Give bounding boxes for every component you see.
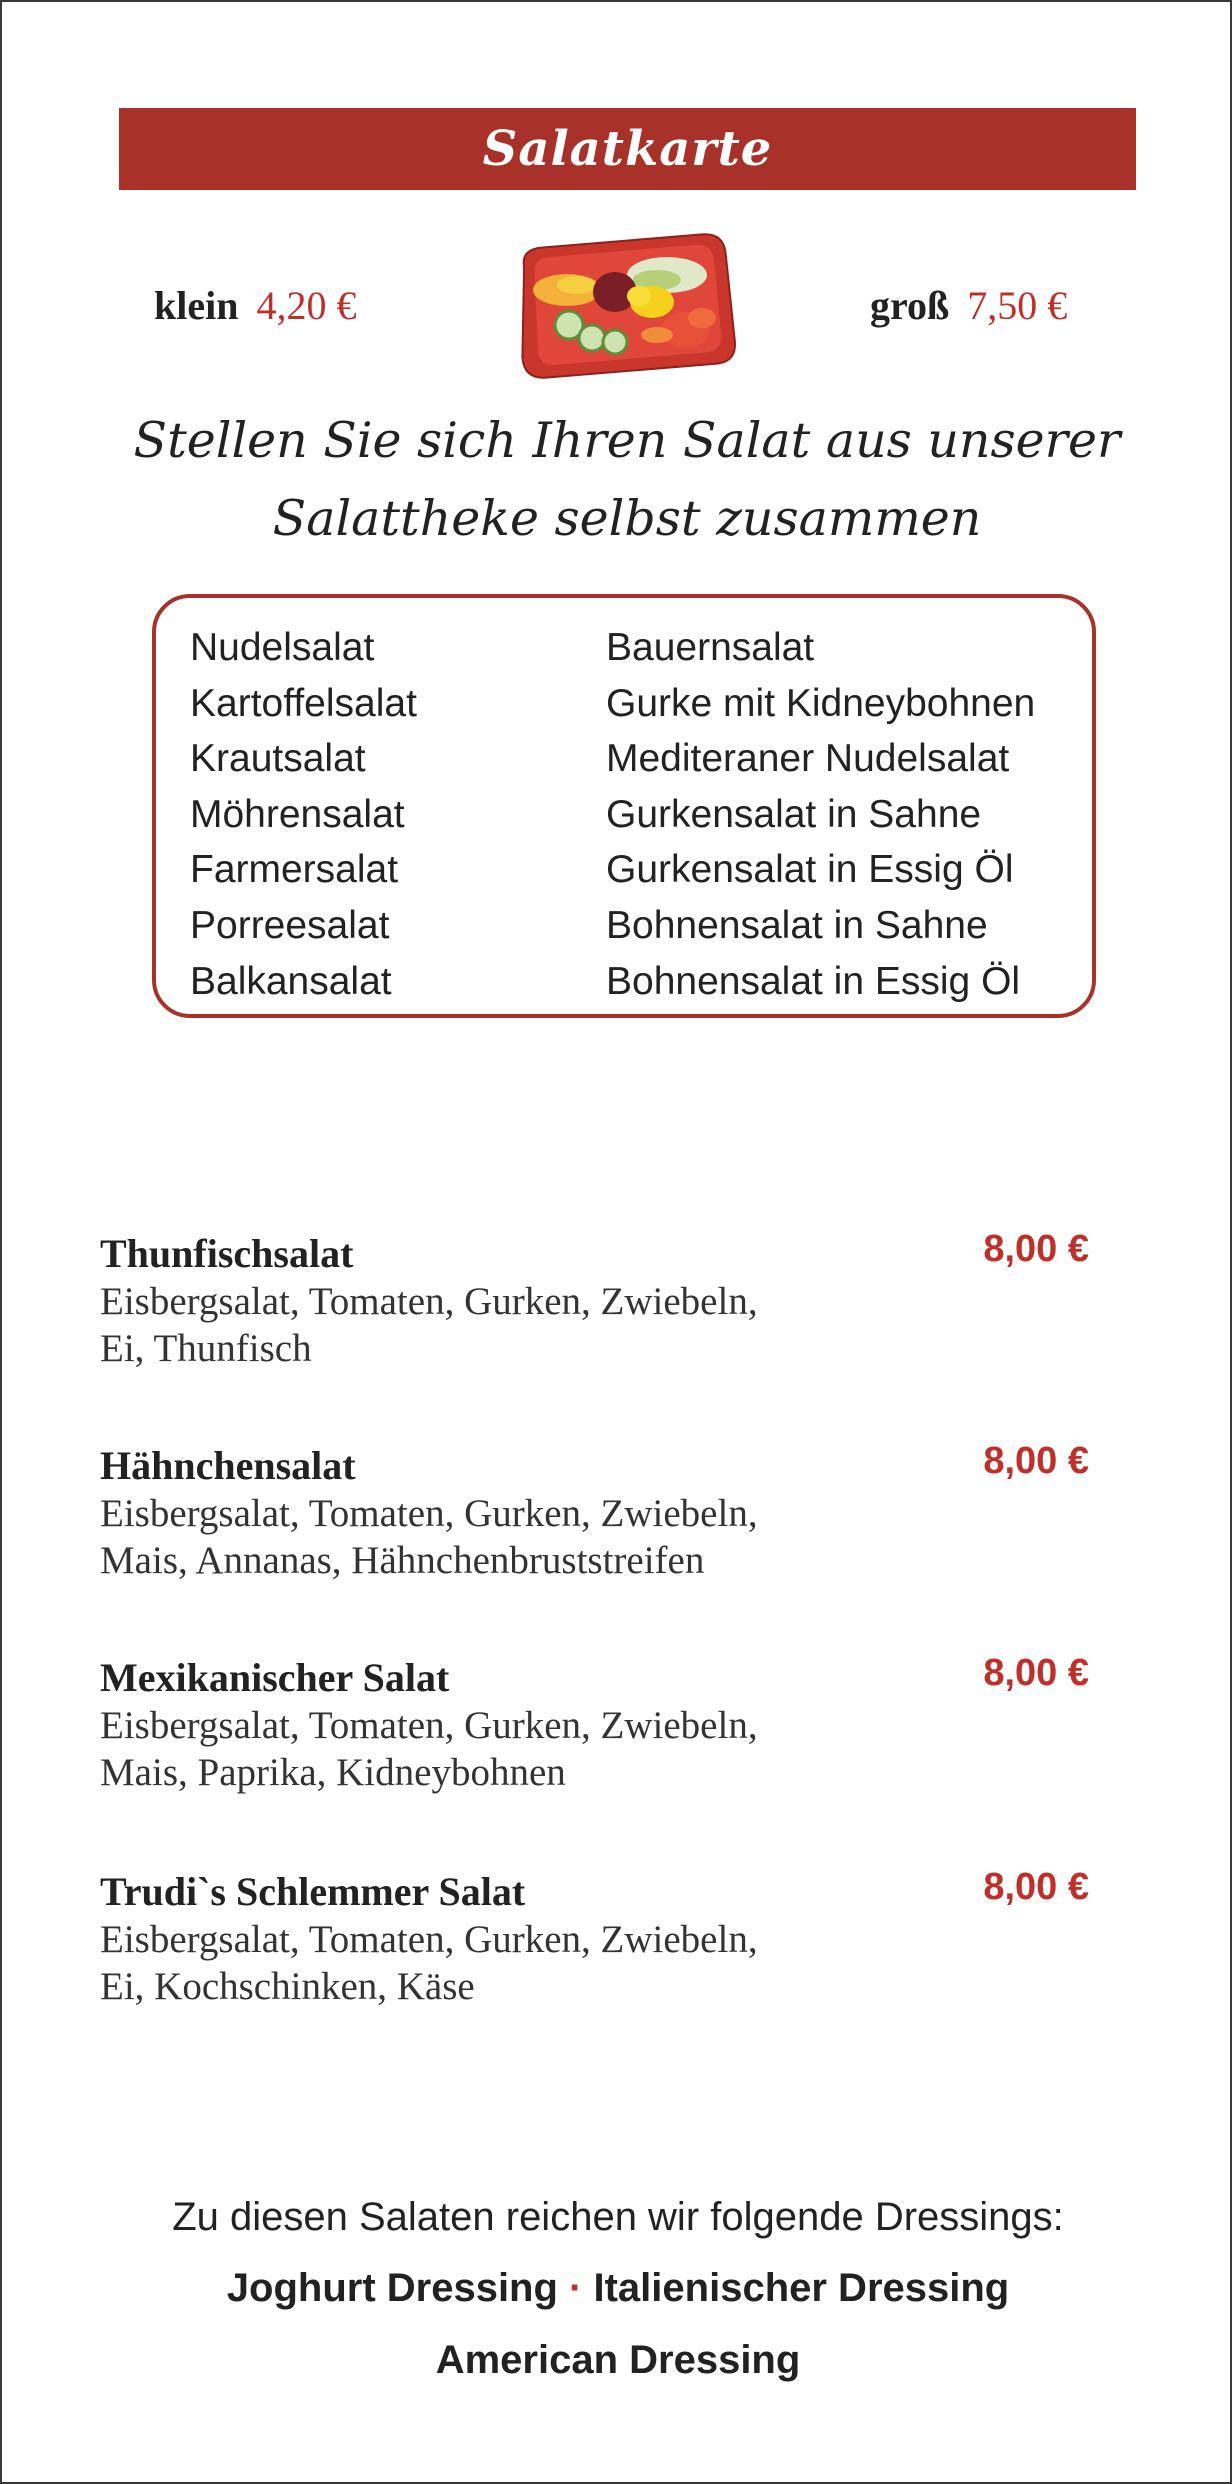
dish-description-line-1: Eisbergsalat, Tomaten, Gurken, Zwiebeln, <box>100 1918 758 1961</box>
dish-description-line-2: Ei, Kochschinken, Käse <box>100 1965 475 2008</box>
salad-bar-item: Mediteraner Nudelsalat <box>606 737 1010 781</box>
dish-price: 8,00 € <box>983 1228 1089 1270</box>
salad-bar-item: Kartoffelsalat <box>190 681 417 725</box>
dish-description-line-2: Ei, Thunfisch <box>100 1327 312 1370</box>
dish-mexikanischer-salat <box>100 1654 1090 1796</box>
small-size-label: klein <box>154 283 239 328</box>
dish-name: Hähnchensalat <box>100 1443 356 1488</box>
small-size-value: 4,20 € <box>256 283 357 328</box>
dressing-item: American Dressing <box>435 2338 801 2382</box>
dish-name: Mexikanischer Salat <box>100 1655 450 1700</box>
dish-description-line-2: Mais, Paprika, Kidneybohnen <box>100 1751 566 1794</box>
salad-bar-intro <box>92 402 1162 558</box>
salad-plate-image <box>507 230 742 380</box>
salad-bar-item: Bohnensalat in Sahne <box>606 903 988 947</box>
page-title: Salatkarte <box>482 121 773 177</box>
salad-bar-right-column <box>606 620 1035 1009</box>
dish-description-line-1: Eisbergsalat, Tomaten, Gurken, Zwiebeln, <box>100 1492 758 1535</box>
salad-bar-item: Farmersalat <box>190 848 399 892</box>
dish-description-line-1: Eisbergsalat, Tomaten, Gurken, Zwiebeln, <box>100 1280 758 1323</box>
salad-bar-item: Nudelsalat <box>190 626 375 669</box>
dressings-intro: Zu diesen Salaten reichen wir folgende Dressings: <box>172 2195 1064 2239</box>
dressing-item: Italienischer Dressing <box>593 2266 1010 2310</box>
salad-bar-left-column <box>190 620 417 1009</box>
intro-line-1: Stellen Sie sich Ihren Salat aus unserer <box>133 412 1121 469</box>
salad-bar-item: Krautsalat <box>190 737 366 781</box>
salad-bar-item: Gurke mit Kidneybohnen <box>606 681 1036 725</box>
dish-haehnchensalat <box>100 1442 1090 1584</box>
dish-price: 8,00 € <box>983 1440 1089 1482</box>
small-size-price <box>154 282 356 329</box>
salad-bar-item: Gurkensalat in Essig Öl <box>606 848 1014 892</box>
dish-name: Trudi`s Schlemmer Salat <box>100 1869 526 1914</box>
dish-thunfischsalat <box>100 1230 1090 1372</box>
dressing-item: Joghurt Dressing <box>226 2266 558 2310</box>
dish-description-line-2: Mais, Annanas, Hähnchenbruststreifen <box>100 1539 705 1582</box>
dressings-line-1 <box>2 2252 1232 2324</box>
dish-price: 8,00 € <box>983 1652 1089 1694</box>
intro-line-2: Salattheke selbst zusammen <box>272 490 982 547</box>
dish-price: 8,00 € <box>983 1866 1089 1908</box>
dressing-separator: · <box>569 2266 583 2310</box>
salad-bar-item: Bauernsalat <box>606 626 815 669</box>
large-size-value: 7,50 € <box>967 283 1068 328</box>
salad-bar-item: Balkansalat <box>190 959 392 1003</box>
dish-description-line-1: Eisbergsalat, Tomaten, Gurken, Zwiebeln, <box>100 1704 758 1747</box>
salad-bar-box <box>152 594 1096 1018</box>
salad-bar-item: Möhrensalat <box>190 792 405 836</box>
dish-name: Thunfischsalat <box>100 1231 354 1276</box>
salad-bar-item: Porreesalat <box>190 903 390 947</box>
dressings-section <box>2 2182 1232 2396</box>
dish-trudis-schlemmer-salat <box>100 1868 1090 2010</box>
title-banner <box>119 108 1136 190</box>
large-size-price <box>870 282 1067 329</box>
salad-bar-item: Bohnensalat in Essig Öl <box>606 959 1021 1003</box>
large-size-label: groß <box>870 283 950 328</box>
salad-bar-item: Gurkensalat in Sahne <box>606 792 982 836</box>
dressings-line-2 <box>2 2324 1232 2396</box>
